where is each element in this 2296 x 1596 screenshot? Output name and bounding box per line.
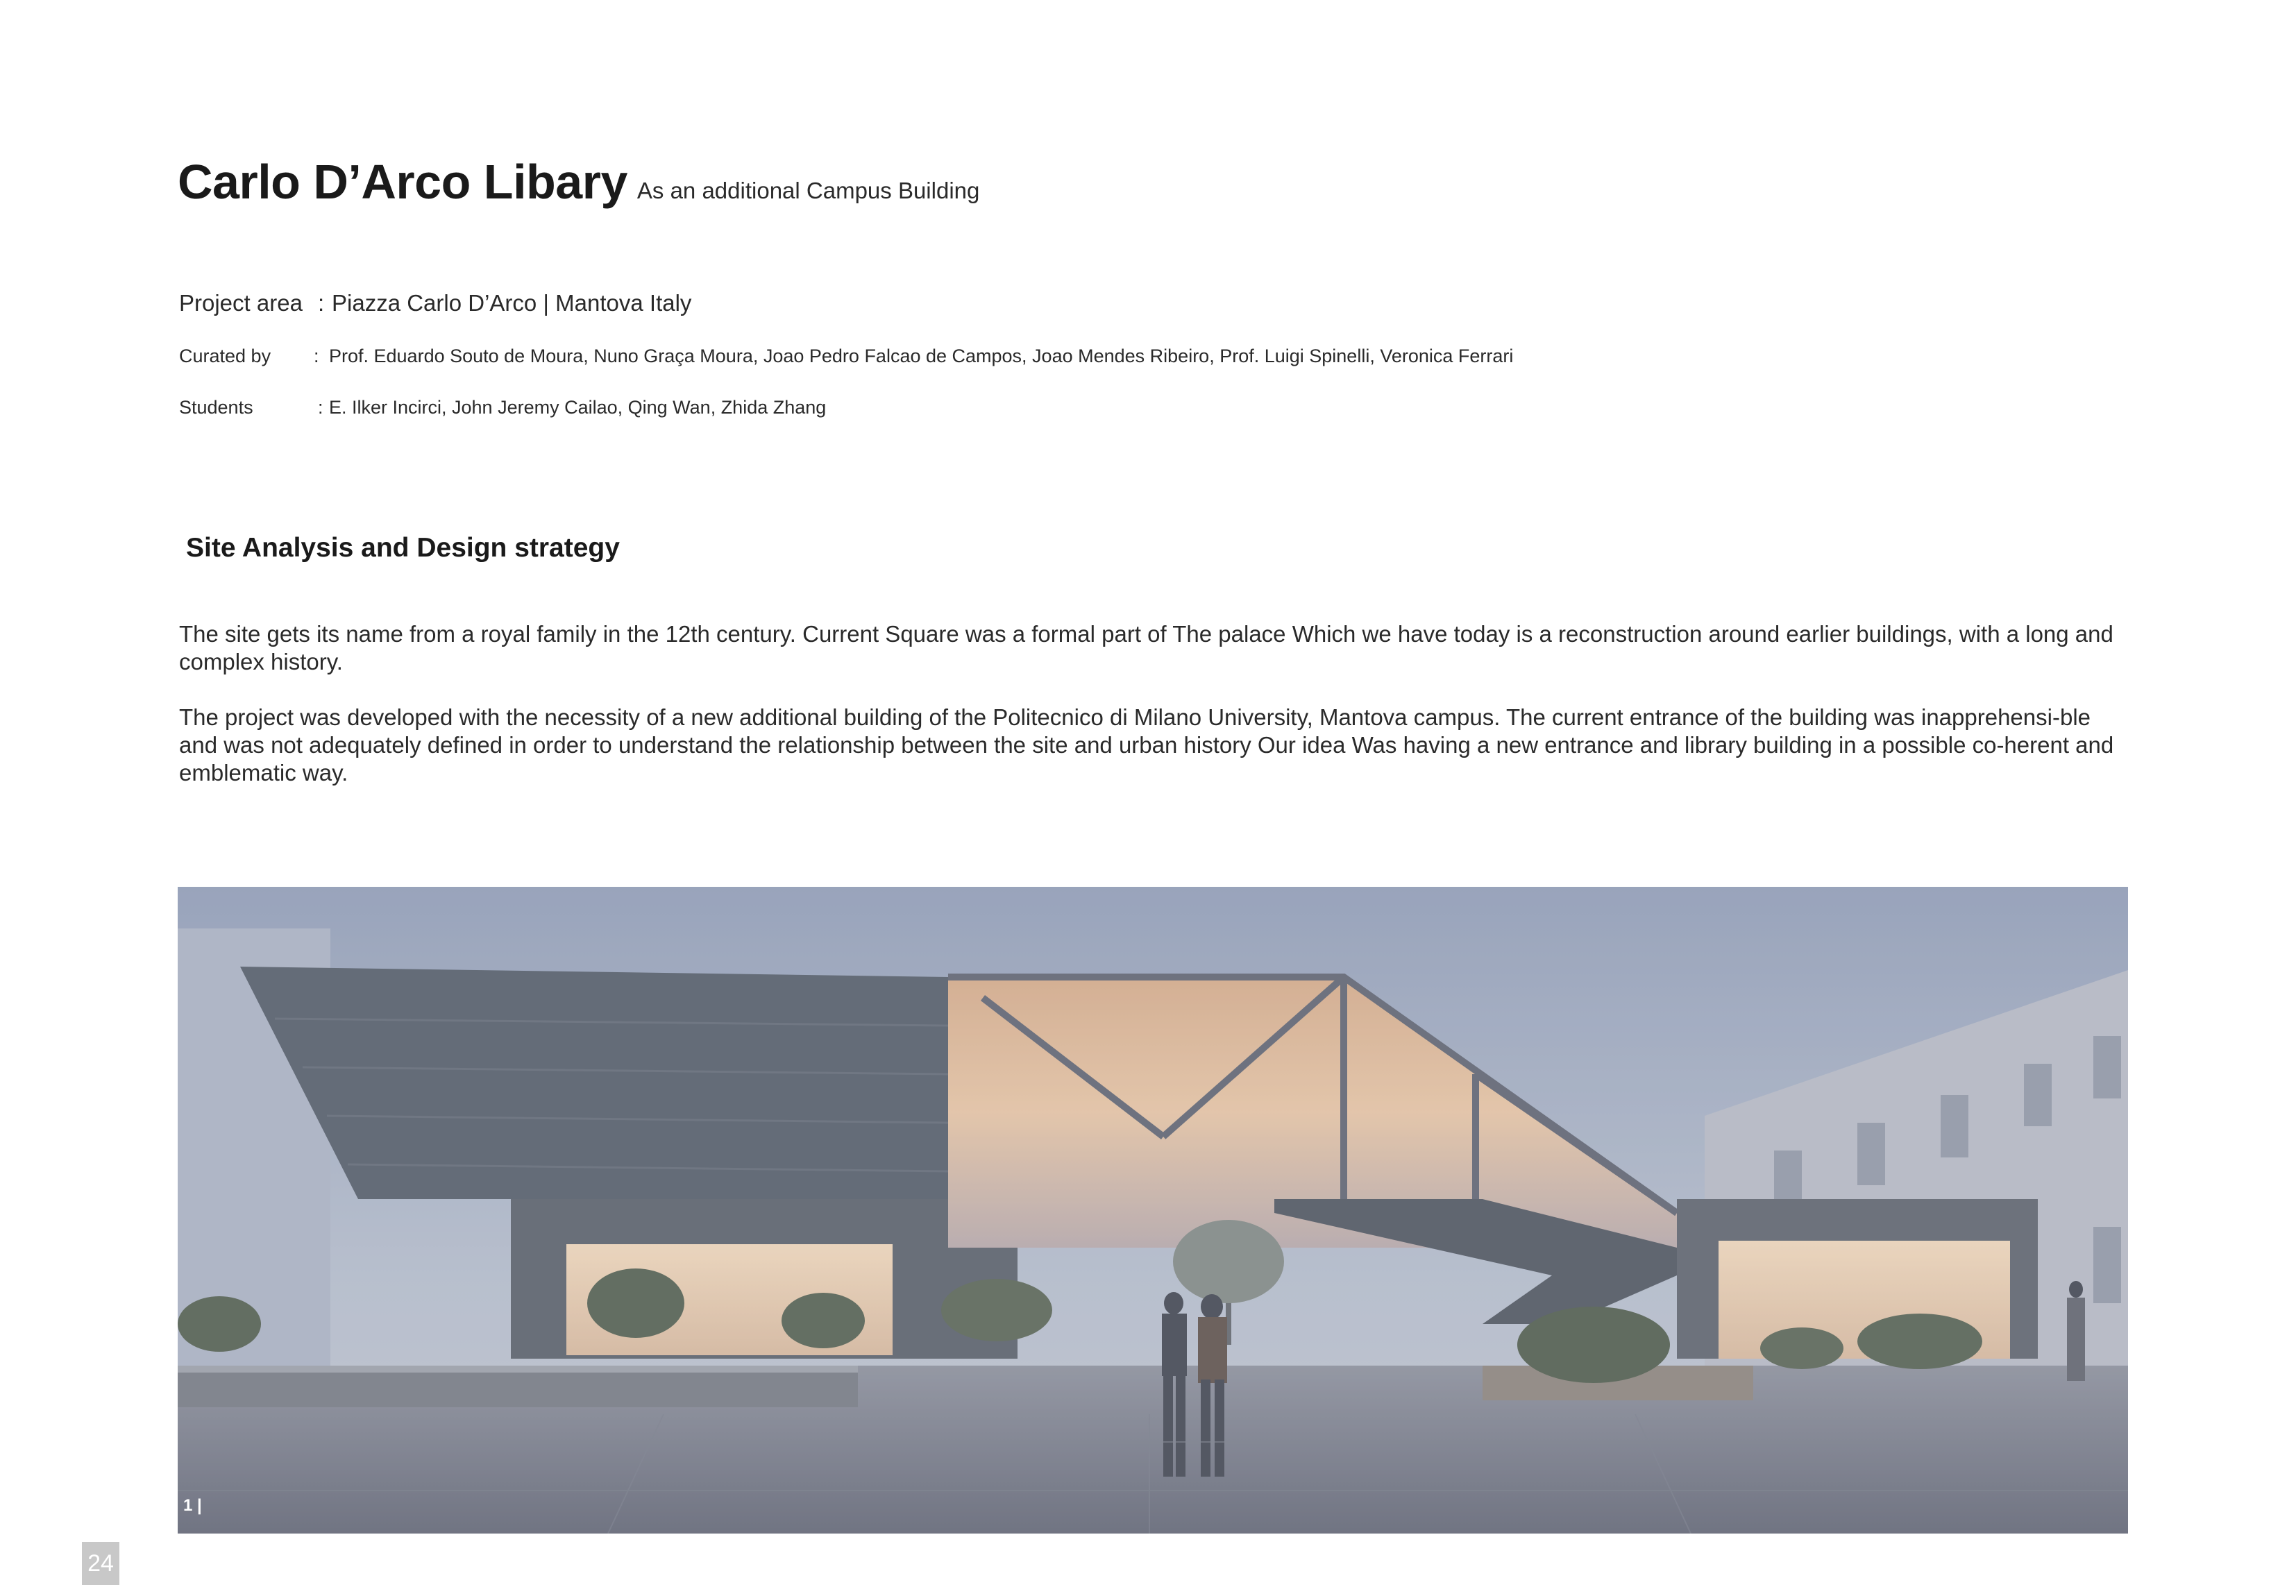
- students-colon: :: [318, 397, 323, 418]
- students-value: E. Ilker Incirci, John Jeremy Cailao, Qing Wan, Zhida Zhang: [329, 397, 827, 418]
- paragraph-project-description: The project was developed with the necessity of a new additional building of the Politecnico di Milano University, Mantova campus. The current entrance of the building was inapprehensi-ble and was not adequately defined in order to understand the relationship between the site and urban history Our idea Was having a new entrance and library building in a possible co-herent and emblematic way.: [179, 704, 2114, 786]
- project-area-label: Project area: [179, 290, 303, 316]
- project-area-colon: :: [318, 290, 325, 316]
- project-area-value: Piazza Carlo D’Arco | Mantova Italy: [332, 290, 692, 316]
- title-row: [178, 154, 979, 210]
- architectural-render: [178, 887, 2128, 1534]
- section-heading: Site Analysis and Design strategy: [186, 533, 620, 563]
- curated-by-label: Curated by: [179, 346, 271, 366]
- page-subtitle: As an additional Campus Building: [636, 178, 980, 203]
- students-label: Students: [179, 397, 253, 418]
- page-title: Carlo D’Arco Libary: [178, 155, 627, 209]
- paragraph-site-history: The site gets its name from a royal family in the 12th century. Current Square was a formal part of The palace Which we have today is a reconstruction around earlier buildings, with a long and complex history.: [179, 621, 2113, 674]
- curated-by-value: Prof. Eduardo Souto de Moura, Nuno Graça Moura, Joao Pedro Falcao de Campos, Joao Mendes Ribeiro, Prof. Luigi Spinelli, Veronica Ferrari: [329, 346, 1514, 366]
- page-number: 24: [82, 1542, 119, 1585]
- figure-number: 1 |: [183, 1496, 202, 1515]
- curated-by-colon: :: [314, 346, 319, 366]
